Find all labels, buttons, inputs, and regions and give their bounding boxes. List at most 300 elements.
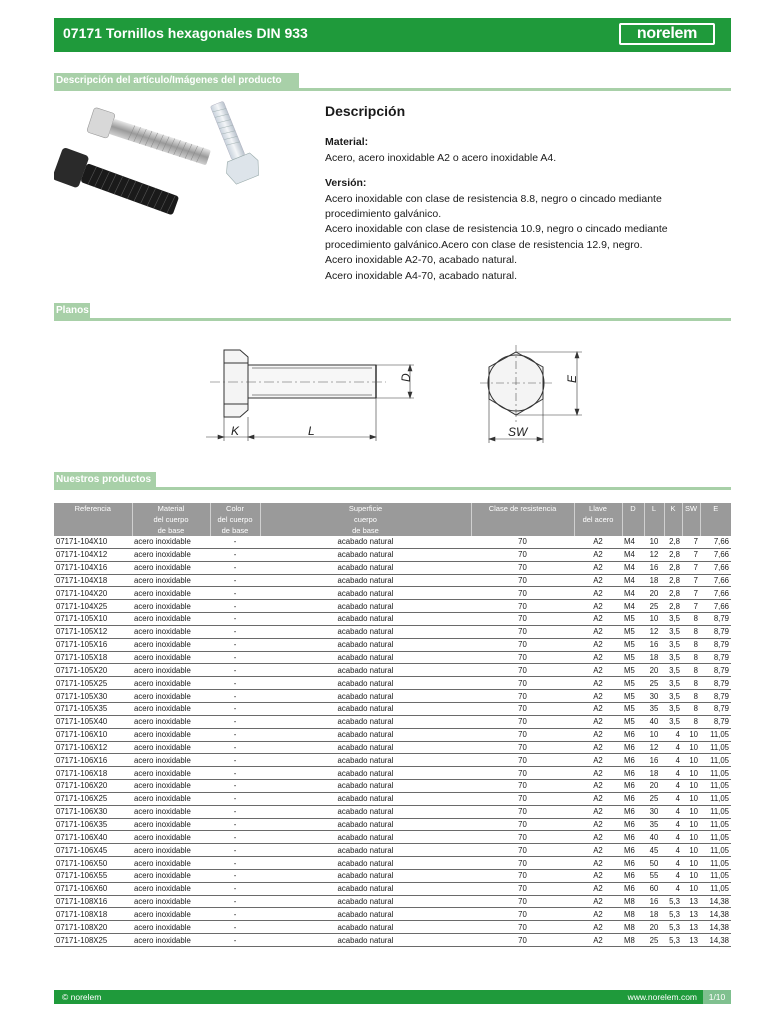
- col-header-line: del cuerpo: [153, 515, 189, 524]
- cell-e: 11,05: [700, 728, 731, 741]
- cell-k: 4: [664, 754, 682, 767]
- cell-k: 4: [664, 844, 682, 857]
- cell-e: 7,66: [700, 587, 731, 600]
- cell-sw: 8: [682, 690, 700, 703]
- cell-clase: 70: [471, 895, 574, 908]
- cell-clase: 70: [471, 831, 574, 844]
- cell-referencia: 07171-106X35: [54, 818, 132, 831]
- cell-k: 2,8: [664, 574, 682, 587]
- cell-llave: A2: [574, 767, 622, 780]
- cell-color: -: [210, 818, 260, 831]
- cell-l: 30: [644, 805, 664, 818]
- table-body: [54, 536, 731, 947]
- cell-superficie: acabado natural: [260, 780, 471, 793]
- cell-material: acero inoxidable: [132, 613, 210, 626]
- cell-sw: 10: [682, 728, 700, 741]
- version-line: Acero inoxidable A4-70, acabado natural.: [325, 269, 518, 282]
- cell-e: 11,05: [700, 780, 731, 793]
- cell-k: 5,3: [664, 934, 682, 947]
- cell-sw: 7: [682, 561, 700, 574]
- cell-llave: A2: [574, 728, 622, 741]
- cell-k: 4: [664, 728, 682, 741]
- cell-clase: 70: [471, 613, 574, 626]
- cell-llave: A2: [574, 805, 622, 818]
- cell-e: 11,05: [700, 741, 731, 754]
- cell-sw: 8: [682, 715, 700, 728]
- cell-color: -: [210, 587, 260, 600]
- cell-superficie: acabado natural: [260, 536, 471, 548]
- cell-material: acero inoxidable: [132, 882, 210, 895]
- cell-d: M5: [622, 651, 644, 664]
- cell-e: 11,05: [700, 831, 731, 844]
- cell-color: -: [210, 844, 260, 857]
- col-header-referencia[interactable]: [54, 503, 132, 536]
- cell-llave: A2: [574, 754, 622, 767]
- col-header-d[interactable]: [622, 503, 644, 536]
- cell-k: 4: [664, 741, 682, 754]
- cell-color: -: [210, 728, 260, 741]
- cell-d: M6: [622, 754, 644, 767]
- col-header-k[interactable]: [664, 503, 682, 536]
- cell-k: 2,8: [664, 587, 682, 600]
- cell-e: 14,38: [700, 895, 731, 908]
- section-divider: [54, 318, 731, 321]
- cell-k: 4: [664, 818, 682, 831]
- cell-k: 4: [664, 869, 682, 882]
- col-header-llave[interactable]: [574, 503, 622, 536]
- col-header-l[interactable]: [644, 503, 664, 536]
- cell-clase: 70: [471, 869, 574, 882]
- cell-referencia: 07171-106X20: [54, 780, 132, 793]
- cell-d: M6: [622, 741, 644, 754]
- cell-clase: 70: [471, 857, 574, 870]
- cell-e: 11,05: [700, 882, 731, 895]
- cell-k: 3,5: [664, 690, 682, 703]
- cell-k: 4: [664, 857, 682, 870]
- table-row[interactable]: [54, 690, 731, 703]
- cell-d: M5: [622, 625, 644, 638]
- table-header-row: [54, 503, 731, 536]
- cell-l: 25: [644, 934, 664, 947]
- cell-referencia: 07171-105X16: [54, 638, 132, 651]
- cell-material: acero inoxidable: [132, 536, 210, 548]
- col-header-line: Superficie: [348, 504, 383, 513]
- cell-llave: A2: [574, 908, 622, 921]
- dim-label-l: L: [308, 424, 315, 438]
- table-row[interactable]: [54, 638, 731, 651]
- cell-sw: 10: [682, 767, 700, 780]
- cell-e: 8,79: [700, 715, 731, 728]
- col-header-clase-resistencia[interactable]: [471, 503, 574, 536]
- cell-superficie: acabado natural: [260, 818, 471, 831]
- cell-clase: 70: [471, 792, 574, 805]
- cell-color: -: [210, 921, 260, 934]
- cell-d: M8: [622, 934, 644, 947]
- cell-sw: 7: [682, 600, 700, 613]
- cell-referencia: 07171-105X20: [54, 664, 132, 677]
- cell-referencia: 07171-104X25: [54, 600, 132, 613]
- cell-l: 40: [644, 831, 664, 844]
- cell-material: acero inoxidable: [132, 934, 210, 947]
- cell-l: 35: [644, 702, 664, 715]
- cell-clase: 70: [471, 767, 574, 780]
- col-header-line: D: [630, 504, 636, 513]
- cell-e: 14,38: [700, 934, 731, 947]
- cell-superficie: acabado natural: [260, 600, 471, 613]
- cell-e: 11,05: [700, 818, 731, 831]
- cell-material: acero inoxidable: [132, 651, 210, 664]
- cell-referencia: 07171-105X18: [54, 651, 132, 664]
- cell-sw: 10: [682, 741, 700, 754]
- col-header-line: SW: [684, 504, 698, 513]
- cell-sw: 10: [682, 869, 700, 882]
- table-row[interactable]: [54, 715, 731, 728]
- cell-clase: 70: [471, 715, 574, 728]
- cell-referencia: 07171-105X35: [54, 702, 132, 715]
- table-row[interactable]: [54, 792, 731, 805]
- cell-d: M6: [622, 805, 644, 818]
- col-header-line: Color: [226, 504, 244, 513]
- cell-e: 8,79: [700, 613, 731, 626]
- cell-sw: 8: [682, 651, 700, 664]
- cell-k: 4: [664, 780, 682, 793]
- cell-sw: 7: [682, 548, 700, 561]
- table-row[interactable]: [54, 548, 731, 561]
- cell-clase: 70: [471, 805, 574, 818]
- zinc-bolt: [201, 100, 263, 186]
- cell-material: acero inoxidable: [132, 831, 210, 844]
- cell-color: -: [210, 767, 260, 780]
- cell-e: 11,05: [700, 869, 731, 882]
- cell-k: 5,3: [664, 921, 682, 934]
- cell-color: -: [210, 664, 260, 677]
- cell-referencia: 07171-104X16: [54, 561, 132, 574]
- cell-material: acero inoxidable: [132, 715, 210, 728]
- cell-llave: A2: [574, 780, 622, 793]
- cell-material: acero inoxidable: [132, 857, 210, 870]
- cell-l: 12: [644, 625, 664, 638]
- cell-l: 40: [644, 715, 664, 728]
- cell-superficie: acabado natural: [260, 754, 471, 767]
- cell-material: acero inoxidable: [132, 869, 210, 882]
- cell-k: 4: [664, 805, 682, 818]
- cell-llave: A2: [574, 690, 622, 703]
- section-divider: [54, 487, 731, 490]
- table-row[interactable]: [54, 869, 731, 882]
- cell-llave: A2: [574, 818, 622, 831]
- cell-superficie: acabado natural: [260, 908, 471, 921]
- table-row[interactable]: [54, 754, 731, 767]
- table-row[interactable]: [54, 664, 731, 677]
- col-header-color[interactable]: [210, 503, 260, 536]
- cell-l: 55: [644, 869, 664, 882]
- cell-llave: A2: [574, 613, 622, 626]
- cell-referencia: 07171-106X12: [54, 741, 132, 754]
- cell-l: 20: [644, 587, 664, 600]
- cell-superficie: acabado natural: [260, 741, 471, 754]
- table-row[interactable]: [54, 536, 731, 548]
- cell-llave: A2: [574, 664, 622, 677]
- cell-material: acero inoxidable: [132, 574, 210, 587]
- cell-sw: 10: [682, 792, 700, 805]
- cell-clase: 70: [471, 600, 574, 613]
- cell-color: -: [210, 548, 260, 561]
- cell-superficie: acabado natural: [260, 690, 471, 703]
- cell-color: -: [210, 792, 260, 805]
- table-row[interactable]: [54, 741, 731, 754]
- cell-referencia: 07171-106X50: [54, 857, 132, 870]
- cell-sw: 10: [682, 857, 700, 870]
- cell-referencia: 07171-105X10: [54, 613, 132, 626]
- cell-sw: 10: [682, 882, 700, 895]
- cell-clase: 70: [471, 651, 574, 664]
- cell-clase: 70: [471, 921, 574, 934]
- cell-clase: 70: [471, 548, 574, 561]
- table-row[interactable]: [54, 625, 731, 638]
- cell-d: M8: [622, 895, 644, 908]
- cell-material: acero inoxidable: [132, 702, 210, 715]
- cell-l: 12: [644, 548, 664, 561]
- table-row[interactable]: [54, 882, 731, 895]
- cell-e: 8,79: [700, 651, 731, 664]
- table-row[interactable]: [54, 677, 731, 690]
- logo-text: norelem: [636, 25, 698, 42]
- cell-sw: 8: [682, 625, 700, 638]
- cell-referencia: 07171-105X40: [54, 715, 132, 728]
- page-title: 07171 Tornillos hexagonales DIN 933: [63, 25, 308, 41]
- cell-k: 3,5: [664, 677, 682, 690]
- cell-k: 4: [664, 767, 682, 780]
- cell-clase: 70: [471, 587, 574, 600]
- cell-sw: 10: [682, 844, 700, 857]
- cell-material: acero inoxidable: [132, 638, 210, 651]
- cell-d: M5: [622, 715, 644, 728]
- cell-e: 8,79: [700, 625, 731, 638]
- cell-e: 7,66: [700, 574, 731, 587]
- cell-color: -: [210, 895, 260, 908]
- cell-l: 50: [644, 857, 664, 870]
- cell-d: M6: [622, 728, 644, 741]
- cell-superficie: acabado natural: [260, 638, 471, 651]
- footer-copyright: © norelem: [62, 992, 102, 1002]
- col-header-line: del cuerpo: [217, 515, 253, 524]
- cell-l: 16: [644, 638, 664, 651]
- table-row[interactable]: [54, 818, 731, 831]
- cell-material: acero inoxidable: [132, 895, 210, 908]
- cell-l: 35: [644, 818, 664, 831]
- cell-superficie: acabado natural: [260, 561, 471, 574]
- cell-d: M5: [622, 702, 644, 715]
- cell-referencia: 07171-106X18: [54, 767, 132, 780]
- norelem-logo[interactable]: [619, 23, 715, 45]
- cell-superficie: acabado natural: [260, 921, 471, 934]
- cell-sw: 7: [682, 574, 700, 587]
- cell-sw: 10: [682, 754, 700, 767]
- cell-material: acero inoxidable: [132, 600, 210, 613]
- table-row[interactable]: [54, 613, 731, 626]
- col-header-sw[interactable]: [682, 503, 700, 536]
- cell-k: 2,8: [664, 536, 682, 548]
- section-products: [54, 472, 731, 490]
- cell-superficie: acabado natural: [260, 664, 471, 677]
- cell-color: -: [210, 625, 260, 638]
- cell-clase: 70: [471, 690, 574, 703]
- cell-llave: A2: [574, 561, 622, 574]
- cell-d: M6: [622, 767, 644, 780]
- cell-superficie: acabado natural: [260, 715, 471, 728]
- cell-superficie: acabado natural: [260, 844, 471, 857]
- cell-sw: 13: [682, 934, 700, 947]
- version-line: procedimiento galvánico.: [325, 208, 442, 221]
- section-divider: [54, 88, 731, 91]
- cell-llave: A2: [574, 792, 622, 805]
- cell-d: M8: [622, 921, 644, 934]
- table-row[interactable]: [54, 857, 731, 870]
- cell-l: 20: [644, 921, 664, 934]
- cell-color: -: [210, 869, 260, 882]
- cell-clase: 70: [471, 818, 574, 831]
- table-row[interactable]: [54, 702, 731, 715]
- cell-referencia: 07171-108X20: [54, 921, 132, 934]
- cell-color: -: [210, 600, 260, 613]
- col-header-material[interactable]: [132, 503, 210, 536]
- cell-referencia: 07171-106X60: [54, 882, 132, 895]
- cell-clase: 70: [471, 536, 574, 548]
- cell-superficie: acabado natural: [260, 857, 471, 870]
- cell-k: 3,5: [664, 702, 682, 715]
- cell-d: M5: [622, 638, 644, 651]
- table-row[interactable]: [54, 934, 731, 947]
- cell-clase: 70: [471, 780, 574, 793]
- cell-d: M8: [622, 908, 644, 921]
- cell-referencia: 07171-104X12: [54, 548, 132, 561]
- cell-clase: 70: [471, 934, 574, 947]
- cell-e: 8,79: [700, 677, 731, 690]
- cell-llave: A2: [574, 934, 622, 947]
- cell-llave: A2: [574, 587, 622, 600]
- cell-referencia: 07171-106X10: [54, 728, 132, 741]
- cell-sw: 13: [682, 908, 700, 921]
- table-row[interactable]: [54, 805, 731, 818]
- cell-material: acero inoxidable: [132, 792, 210, 805]
- table-row[interactable]: [54, 561, 731, 574]
- table-row[interactable]: [54, 908, 731, 921]
- cell-e: 8,79: [700, 664, 731, 677]
- cell-d: M5: [622, 664, 644, 677]
- table-row[interactable]: [54, 587, 731, 600]
- table-row[interactable]: [54, 895, 731, 908]
- col-header-line: de base: [157, 526, 185, 535]
- black-bolt: [54, 147, 182, 222]
- col-header-superficie[interactable]: [260, 503, 471, 536]
- cell-color: -: [210, 613, 260, 626]
- cell-clase: 70: [471, 677, 574, 690]
- cell-k: 3,5: [664, 651, 682, 664]
- cell-k: 2,8: [664, 548, 682, 561]
- technical-drawing: [200, 335, 600, 450]
- table-row[interactable]: [54, 651, 731, 664]
- cell-d: M6: [622, 780, 644, 793]
- cell-material: acero inoxidable: [132, 548, 210, 561]
- cell-color: -: [210, 561, 260, 574]
- cell-referencia: 07171-106X55: [54, 869, 132, 882]
- footer-website-link[interactable]: www.norelem.com: [627, 992, 697, 1002]
- table-row[interactable]: [54, 728, 731, 741]
- version-line: Acero inoxidable con clase de resistencia 8.8, negro o cincado mediante: [325, 192, 662, 205]
- cell-clase: 70: [471, 728, 574, 741]
- cell-e: 7,66: [700, 548, 731, 561]
- cell-superficie: acabado natural: [260, 625, 471, 638]
- cell-clase: 70: [471, 625, 574, 638]
- version-label: Versión:: [325, 177, 367, 190]
- table-row[interactable]: [54, 780, 731, 793]
- cell-l: 18: [644, 908, 664, 921]
- cell-l: 18: [644, 651, 664, 664]
- cell-sw: 8: [682, 638, 700, 651]
- cell-llave: A2: [574, 702, 622, 715]
- dim-label-e: E: [565, 374, 579, 383]
- cell-material: acero inoxidable: [132, 561, 210, 574]
- cell-color: -: [210, 638, 260, 651]
- cell-l: 18: [644, 574, 664, 587]
- cell-k: 5,3: [664, 895, 682, 908]
- cell-sw: 10: [682, 780, 700, 793]
- table-row[interactable]: [54, 921, 731, 934]
- cell-llave: A2: [574, 921, 622, 934]
- cell-d: M4: [622, 574, 644, 587]
- cell-d: M4: [622, 548, 644, 561]
- cell-color: -: [210, 651, 260, 664]
- section-label-description-images: Descripción del artículo/Imágenes del producto: [54, 73, 299, 89]
- cell-material: acero inoxidable: [132, 728, 210, 741]
- cell-k: 3,5: [664, 625, 682, 638]
- col-header-e[interactable]: [700, 503, 731, 536]
- cell-material: acero inoxidable: [132, 844, 210, 857]
- cell-k: 2,8: [664, 600, 682, 613]
- cell-referencia: 07171-108X25: [54, 934, 132, 947]
- cell-d: M4: [622, 587, 644, 600]
- col-header-line: Llave: [589, 504, 607, 513]
- table-row[interactable]: [54, 574, 731, 587]
- cell-d: M6: [622, 857, 644, 870]
- cell-clase: 70: [471, 702, 574, 715]
- cell-e: 8,79: [700, 702, 731, 715]
- cell-llave: A2: [574, 536, 622, 548]
- cell-material: acero inoxidable: [132, 754, 210, 767]
- table-row[interactable]: [54, 600, 731, 613]
- col-header-line: de base: [352, 526, 379, 535]
- cell-material: acero inoxidable: [132, 690, 210, 703]
- cell-sw: 10: [682, 831, 700, 844]
- cell-llave: A2: [574, 882, 622, 895]
- table-row[interactable]: [54, 831, 731, 844]
- dim-label-k: K: [231, 424, 240, 438]
- section-plans: [54, 303, 731, 321]
- cell-l: 30: [644, 690, 664, 703]
- cell-d: M6: [622, 831, 644, 844]
- cell-l: 25: [644, 600, 664, 613]
- cell-sw: 8: [682, 613, 700, 626]
- dim-label-sw: SW: [508, 425, 528, 439]
- table-row[interactable]: [54, 844, 731, 857]
- cell-k: 3,5: [664, 664, 682, 677]
- col-header-line: de base: [221, 526, 249, 535]
- cell-d: M6: [622, 869, 644, 882]
- table-row[interactable]: [54, 767, 731, 780]
- cell-llave: A2: [574, 869, 622, 882]
- cell-material: acero inoxidable: [132, 780, 210, 793]
- col-header-line: del acero: [582, 515, 614, 524]
